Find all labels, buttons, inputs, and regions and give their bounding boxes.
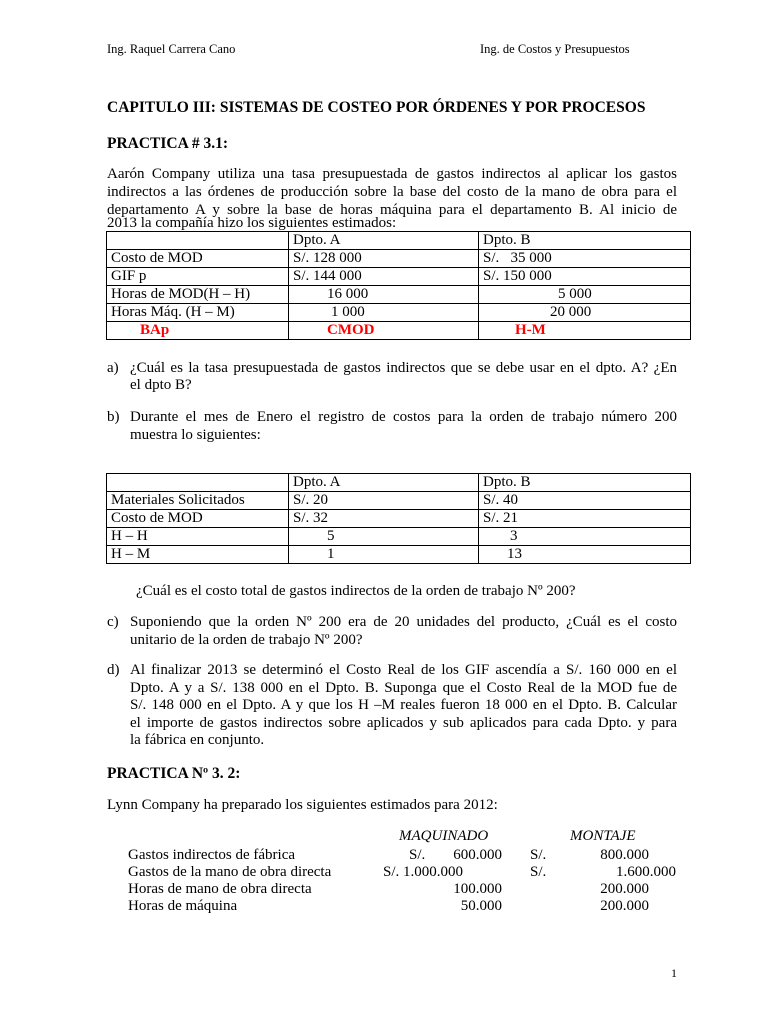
row-value-montaje: 800.000 xyxy=(600,847,649,863)
column-header-maquinado: MAQUINADO xyxy=(399,828,489,844)
table-cell: Costo de MOD xyxy=(107,250,289,268)
chapter-title: CAPITULO III: SISTEMAS DE COSTEO POR ÓRDENES Y POR PROCESOS xyxy=(107,99,646,116)
base-dpto-b: H-M xyxy=(479,322,691,340)
table-row xyxy=(107,474,691,492)
row-value-montaje: 200.000 xyxy=(600,898,649,914)
item-a-line: ¿Cuál es la tasa presupuestada de gastos indirectos que se debe usar en el dpto. A? ¿En xyxy=(130,360,677,376)
table-cell: 3 xyxy=(479,528,691,546)
table-row xyxy=(107,268,691,286)
item-c-line: unitario de la orden de trabajo Nº 200? xyxy=(130,632,363,648)
row-label: Horas de máquina xyxy=(128,898,238,914)
table-row xyxy=(107,232,691,250)
practice1-intro-line: 2013 la compañía hizo los siguientes estimados: xyxy=(107,215,397,231)
table-header-cell: Dpto. A xyxy=(289,232,479,250)
table-cell: S/. 35 000 xyxy=(479,250,691,268)
table-cell: 5 000 xyxy=(479,286,691,304)
row-currency-montaje: S/. xyxy=(530,847,547,863)
practice1-intro-line: indirectos a las órdenes de producción sobre la base del costo de la mano de obra para el xyxy=(107,184,677,200)
table-header-cell: Dpto. B xyxy=(479,232,691,250)
table-cell: 16 000 xyxy=(289,286,479,304)
table-cell: H – M xyxy=(107,546,289,564)
item-a-line: el dpto B? xyxy=(130,377,192,393)
table-cell: GIF p xyxy=(107,268,289,286)
practice2-intro: Lynn Company ha preparado los siguientes estimados para 2012: xyxy=(107,797,498,813)
row-value-maquinado: 50.000 xyxy=(460,898,502,914)
page-number: 1 xyxy=(671,966,677,980)
item-c-label: c) xyxy=(107,614,119,630)
order-200-table xyxy=(106,473,691,564)
table-cell: Horas Máq. (H – M) xyxy=(107,304,289,322)
table-header-cell: Dpto. A xyxy=(289,474,479,492)
table-cell: H – H xyxy=(107,528,289,546)
row-value-maquinado: 1.000.000 xyxy=(403,864,463,880)
item-d-label: d) xyxy=(107,662,120,678)
item-d-line: el importe de gastos indirectos sobre aplicados y sub aplicados para cada Dpto. y para xyxy=(130,715,677,731)
row-value-montaje: 1.600.000 xyxy=(616,864,676,880)
table-cell: 1 xyxy=(289,546,479,564)
table-cell: S/. 150 000 xyxy=(479,268,691,286)
table-row xyxy=(107,546,691,564)
table-row xyxy=(107,286,691,304)
row-label: Horas de mano de obra directa xyxy=(128,881,312,897)
table-row xyxy=(107,250,691,268)
item-b-line: muestra lo siguientes: xyxy=(130,427,261,443)
item-d-line: Dpto. A y a S/. 138 000 en el Dpto. B. Suponga que el Costo Real de la MOD fue de xyxy=(130,680,677,696)
row-value-montaje: 200.000 xyxy=(600,881,649,897)
table-cell: S/. 21 xyxy=(479,510,691,528)
header-author: Ing. Raquel Carrera Cano xyxy=(107,42,236,56)
base-dpto-a: CMOD xyxy=(289,322,479,340)
table-cell: 5 xyxy=(289,528,479,546)
practice1-title: PRACTICA # 3.1: xyxy=(107,135,228,152)
table-cell: Costo de MOD xyxy=(107,510,289,528)
table-cell xyxy=(107,232,289,250)
item-d-line: Al finalizar 2013 se determinó el Costo Real de los GIF ascendía a S/. 160 000 en el xyxy=(130,662,677,678)
table-row xyxy=(107,304,691,322)
row-currency-montaje: S/. xyxy=(530,864,547,880)
table-cell: Horas de MOD(H – H) xyxy=(107,286,289,304)
table-row xyxy=(107,528,691,546)
table-cell: 13 xyxy=(479,546,691,564)
table-row xyxy=(107,510,691,528)
row-value-maquinado: 100.000 xyxy=(453,881,502,897)
practice1-intro-line: departamento A y sobre la base de horas máquina para el departamento B. Al inicio de xyxy=(107,202,677,218)
table-row-base xyxy=(107,322,691,340)
practice2-title: PRACTICA Nº 3. 2: xyxy=(107,765,241,782)
table-cell: S/. 144 000 xyxy=(289,268,479,286)
practice1-intro-line: Aarón Company utiliza una tasa presupuestada de gastos indirectos al aplicar los gastos xyxy=(107,166,677,182)
item-d-line: S/. 148 000 en el Dpto. A y que los H –M reales fueron 18 000 en el Dpto. B. Calcular xyxy=(130,697,677,713)
base-label: BAp xyxy=(107,322,289,340)
row-value-maquinado: 600.000 xyxy=(453,847,502,863)
item-a-label: a) xyxy=(107,360,119,376)
table-cell: S/. 128 000 xyxy=(289,250,479,268)
row-label: Gastos de la mano de obra directa xyxy=(128,864,332,880)
estimates-table xyxy=(106,231,691,340)
row-currency-maquinado: S/. xyxy=(383,864,400,880)
table-cell: Materiales Solicitados xyxy=(107,492,289,510)
table-cell: 1 000 xyxy=(289,304,479,322)
header-course: Ing. de Costos y Presupuestos xyxy=(480,42,630,56)
table-cell xyxy=(107,474,289,492)
row-label: Gastos indirectos de fábrica xyxy=(128,847,296,863)
row-currency-maquinado: S/. xyxy=(409,847,426,863)
column-header-montaje: MONTAJE xyxy=(570,828,636,844)
table-header-cell: Dpto. B xyxy=(479,474,691,492)
item-b-line: Durante el mes de Enero el registro de costos para la orden de trabajo número 200 xyxy=(130,409,677,425)
item-b-label: b) xyxy=(107,409,120,425)
item-c-line: Suponiendo que la orden Nº 200 era de 20 unidades del producto, ¿Cuál es el costo xyxy=(130,614,677,630)
table-cell: S/. 32 xyxy=(289,510,479,528)
item-d-line: la fábrica en conjunto. xyxy=(130,732,265,748)
table-cell: 20 000 xyxy=(479,304,691,322)
table-cell: S/. 20 xyxy=(289,492,479,510)
table-cell: S/. 40 xyxy=(479,492,691,510)
question-b: ¿Cuál es el costo total de gastos indirectos de la orden de trabajo Nº 200? xyxy=(136,583,576,599)
table-row xyxy=(107,492,691,510)
